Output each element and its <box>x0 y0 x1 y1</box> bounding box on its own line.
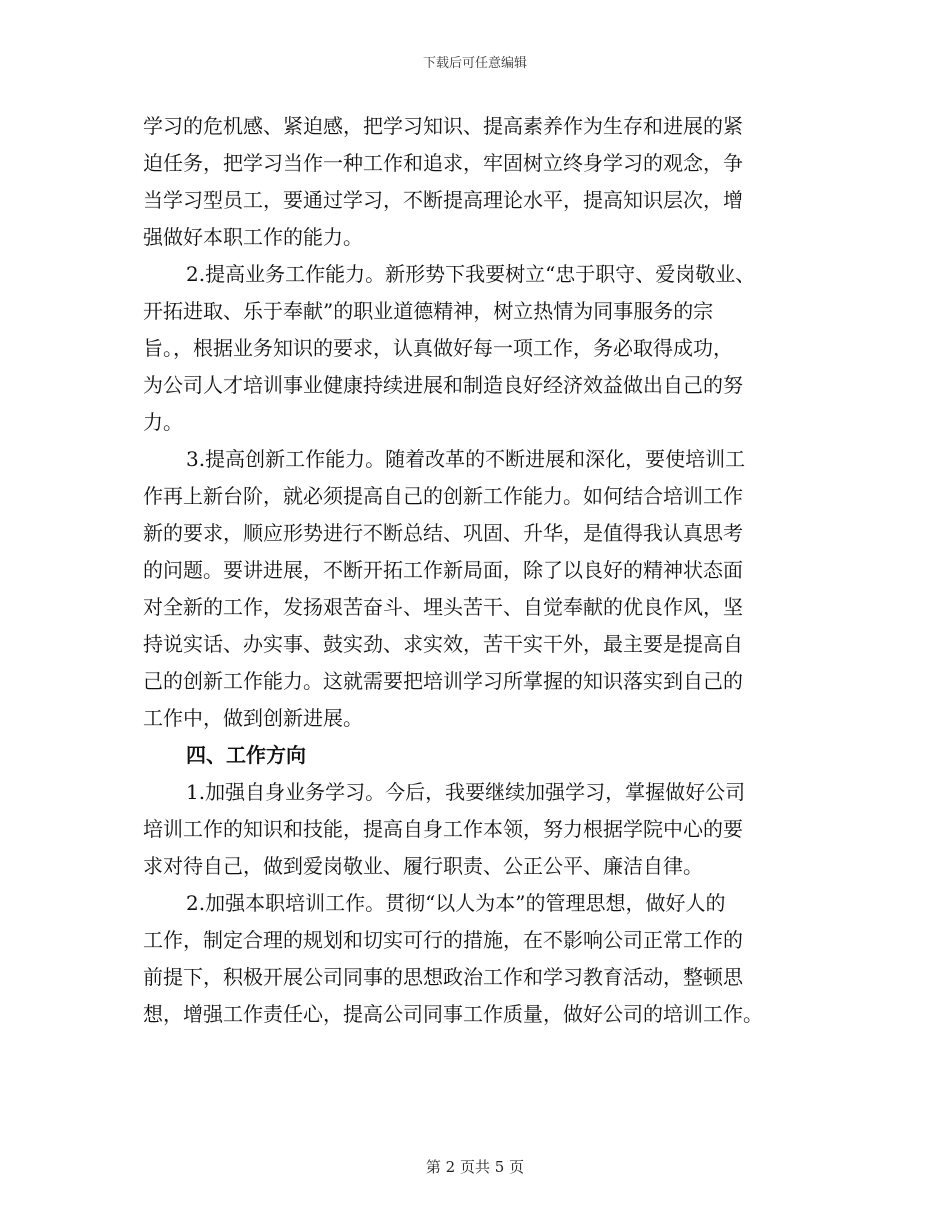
body-line: 作再上新台阶，就必须提高自己的创新工作能力。如何结合培训工作 <box>143 484 743 508</box>
body-line: 新的要求，顺应形势进行不断总结、巩固、升华，是值得我认真思考 <box>143 521 743 545</box>
body-line: 持说实话、办实事、鼓实劲、求实效，苦干实干外，最主要是提高自 <box>143 632 743 656</box>
body-line: 力。 <box>143 410 183 434</box>
section-heading: 四、工作方向 <box>186 743 306 767</box>
body-line: 1.加强自身业务学习。今后，我要继续加强学习，掌握做好公司 <box>186 780 746 804</box>
body-line: 工作，制定合理的规划和切实可行的措施，在不影响公司正常工作的 <box>143 928 743 952</box>
body-line: 想，增强工作责任心，提高公司同事工作质量，做好公司的培训工作。 <box>143 1002 763 1026</box>
body-line: 旨。，根据业务知识的要求，认真做好每一项工作，务必取得成功， <box>143 336 733 360</box>
body-line: 迫任务，把学习当作一种工作和追求，牢固树立终身学习的观念，争 <box>143 151 743 175</box>
body-line: 培训工作的知识和技能，提高自身工作本领，努力根据学院中心的要 <box>143 817 743 841</box>
body-line: 当学习型员工，要通过学习，不断提高理论水平，提高知识层次，增 <box>143 188 743 212</box>
page-header: 下载后可任意编辑 <box>422 56 527 71</box>
body-line: 强做好本职工作的能力。 <box>143 225 363 249</box>
body-line: 开拓进取、乐于奉献”的职业道德精神，树立热情为同事服务的宗 <box>143 299 714 323</box>
body-line: 2.提高业务工作能力。新形势下我要树立“忠于职守、爱岗敬业、 <box>186 262 756 286</box>
body-line: 2.加强本职培训工作。贯彻“以人为本”的管理思想，做好人的 <box>186 891 726 915</box>
page-number: 第 2 页共 5 页 <box>425 1158 525 1176</box>
body-line: 学习的危机感、紧迫感，把学习知识、提高素养作为生存和进展的紧 <box>143 114 743 138</box>
body-line: 为公司人才培训事业健康持续进展和制造良好经济效益做出自己的努 <box>143 373 743 397</box>
body-line: 对全新的工作，发扬艰苦奋斗、埋头苦干、自觉奉献的优良作风，坚 <box>143 595 743 619</box>
body-line: 前提下，积极开展公司同事的思想政治工作和学习教育活动，整顿思 <box>143 965 743 989</box>
body-line: 己的创新工作能力。这就需要把培训学习所掌握的知识落实到自己的 <box>143 669 743 693</box>
body-line: 的问题。要讲进展，不断开拓工作新局面，除了以良好的精神状态面 <box>143 558 743 582</box>
body-line: 求对待自己，做到爱岗敬业、履行职责、公正公平、廉洁自律。 <box>143 854 703 878</box>
body-line: 工作中，做到创新进展。 <box>143 706 363 730</box>
body-line: 3.提高创新工作能力。随着改革的不断进展和深化，要使培训工 <box>186 447 746 471</box>
